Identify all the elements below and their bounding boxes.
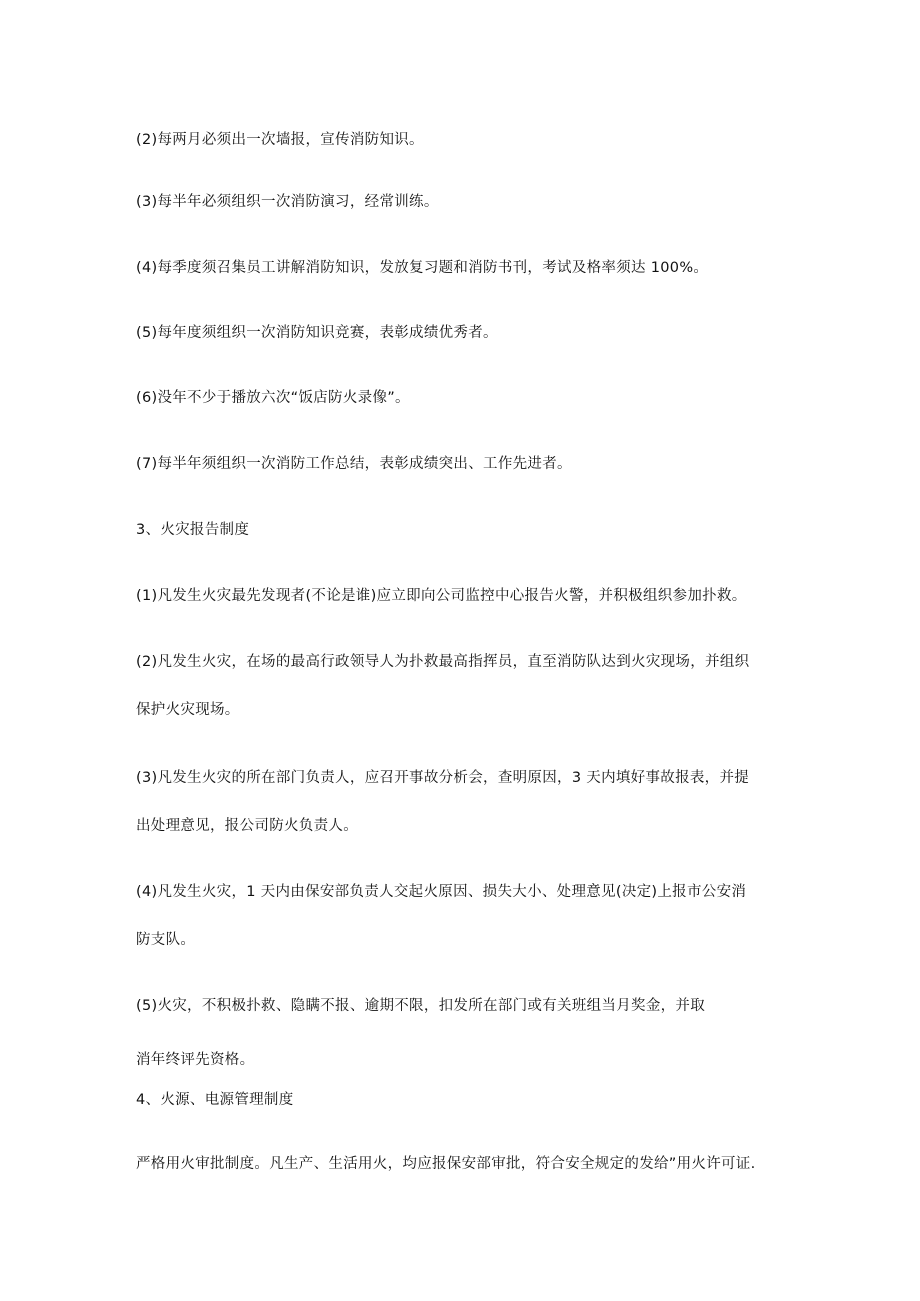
paragraph-line: 出处理意见，报公司防火负责人。 [136,818,358,834]
paragraph-line: (5)每年度须组织一次消防知识竞赛，表彰成绩优秀者。 [136,325,498,341]
section-heading: 4、火源、电源管理制度 [136,1092,294,1108]
paragraph-line: (2)每两月必须出一次墙报，宣传消防知识。 [136,132,424,148]
section-heading: 3、火灾报告制度 [136,522,250,538]
paragraph-line: (4)每季度须召集员工讲解消防知识，发放复习题和消防书刊，考试及格率须达 100%。 [136,260,709,276]
paragraph-line: (3)每半年必须组织一次消防演习，经常训练。 [136,194,439,210]
paragraph-line: (1)凡发生火灾最先发现者(不论是谁)应立即向公司监控中心报告火警，并积极组织参加扑救。 [136,588,747,604]
paragraph-line: (6)没年不少于播放六次“饭店防火录像”。 [136,390,410,406]
paragraph-line: 保护火灾现场。 [136,702,240,718]
paragraph-line: (4)凡发生火灾，1 天内由保安部负责人交起火原因、损失大小、处理意见(决定)上报市公安消 [136,884,747,900]
paragraph-line: (7)每半年须组织一次消防工作总结，表彰成绩突出、工作先进者。 [136,456,572,472]
paragraph-line: (5)火灾，不积极扑救、隐瞒不报、逾期不限，扣发所在部门或有关班组当月奖金，并取 [136,998,706,1014]
paragraph-line: (3)凡发生火灾的所在部门负责人，应召开事故分析会，查明原因，3 天内填好事故报表，并提 [136,770,750,786]
paragraph-line: 消年终评先资格。 [136,1052,255,1068]
paragraph-line: 防支队。 [136,932,196,948]
paragraph-line: (2)凡发生火灾，在场的最高行政领导人为扑救最高指挥员，直至消防队达到火灾现场，并组织 [136,654,750,670]
paragraph-line: 严格用火审批制度。凡生产、生活用火，均应报保安部审批，符合安全规定的发给”用火许可证. [136,1156,756,1172]
